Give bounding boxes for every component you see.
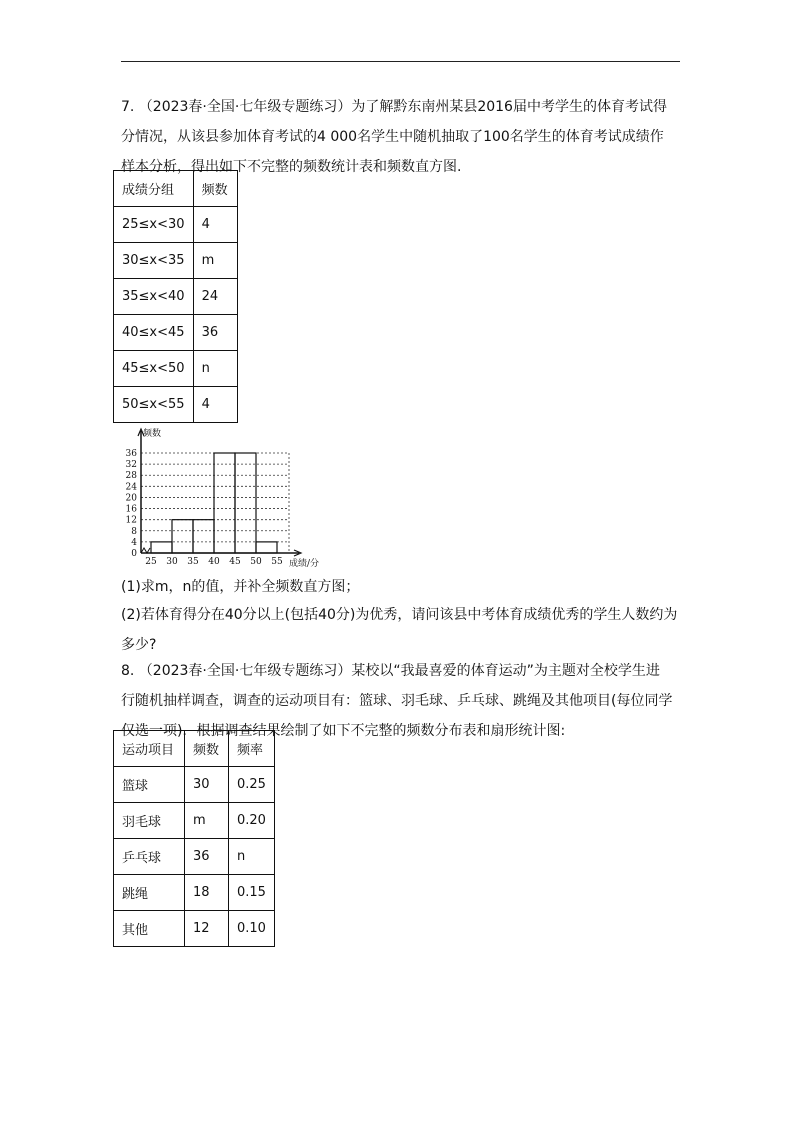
q7-sub1-line: (1)求m，n的值，并补全频数直方图； (121, 579, 360, 595)
y-tick-label: 20 (125, 493, 137, 504)
table-cell: 跳绳 (114, 875, 185, 911)
table-header-cell: 频率 (229, 731, 275, 767)
table-cell: 36 (185, 839, 229, 875)
table-cell: 12 (185, 911, 229, 947)
table-cell: 25≤x<30 (114, 207, 194, 243)
table-cell: 24 (193, 279, 237, 315)
table-header-cell: 成绩分组 (114, 171, 194, 207)
q7-stem-line: 7. （2023春·全国·七年级专题练习）为了解黔东南州某县2016届中考学生的体育考试得 (121, 99, 667, 115)
y-tick-label: 24 (125, 482, 137, 493)
table-cell: 0.20 (229, 803, 275, 839)
table-cell: 18 (185, 875, 229, 911)
table-cell: 45≤x<50 (114, 351, 194, 387)
table-cell: n (193, 351, 237, 387)
table-header-cell: 频数 (185, 731, 229, 767)
table-cell: 羽毛球 (114, 803, 185, 839)
y-tick-label: 0 (131, 549, 137, 559)
x-tick-label: 30 (166, 557, 178, 567)
x-tick-label: 45 (229, 557, 241, 567)
table-row (114, 839, 275, 875)
table-cell: 其他 (114, 911, 185, 947)
y-tick-label: 36 (125, 449, 137, 459)
table-row (114, 387, 238, 423)
table-cell: 0.15 (229, 875, 275, 911)
q7-sub2-line: (2)若体育得分在40分以上(包括40分)为优秀，请问该县中考体育成绩优秀的学生人数约为 (121, 607, 678, 623)
table-cell: 0.25 (229, 767, 275, 803)
histogram-bars (151, 453, 277, 553)
table-cell: 30 (185, 767, 229, 803)
histogram-y-ticks (126, 449, 138, 559)
x-tick-label: 55 (271, 557, 283, 567)
x-tick-label: 35 (187, 557, 199, 567)
frequency-histogram (113, 425, 343, 573)
y-tick-label: 4 (131, 537, 137, 548)
table-cell: m (193, 243, 237, 279)
table-header-row (114, 171, 238, 207)
q7-sub2-line: 多少? (121, 637, 157, 653)
q7-sub2 (121, 600, 681, 660)
y-tick-label: 12 (125, 515, 137, 526)
table-cell: n (229, 839, 275, 875)
histogram-bar (235, 453, 256, 553)
q8-stem-line: 8. （2023春·全国·七年级专题练习）某校以“我最喜爱的体育运动”为主题对全校学生进 (121, 663, 660, 679)
q8-frequency-table (113, 730, 275, 947)
table-cell: 篮球 (114, 767, 185, 803)
table-cell: m (185, 803, 229, 839)
y-tick-label: 32 (125, 460, 137, 471)
x-tick-label: 50 (250, 557, 262, 567)
x-tick-label: 40 (208, 557, 220, 567)
table-cell: 0.10 (229, 911, 275, 947)
table-row (114, 351, 238, 387)
top-rule (121, 61, 680, 62)
table-cell: 4 (193, 207, 237, 243)
table-cell: 4 (193, 387, 237, 423)
histogram-bar (256, 542, 277, 553)
y-tick-label: 16 (125, 504, 137, 515)
histogram-bar (214, 453, 235, 553)
histogram-axes (138, 429, 301, 556)
y-tick-label: 28 (125, 471, 137, 482)
q7-stem-line: 样本分析，得出如下不完整的频数统计表和频数直方图. (121, 159, 462, 175)
table-row (114, 207, 238, 243)
table-header-cell: 运动项目 (114, 731, 185, 767)
table-row (114, 911, 275, 947)
histogram-x-ticks (145, 557, 283, 567)
table-row (114, 803, 275, 839)
table-cell: 40≤x<45 (114, 315, 194, 351)
table-header-cell: 频数 (193, 171, 237, 207)
x-tick-label: 25 (145, 557, 157, 567)
q7-sub1 (121, 572, 681, 602)
table-row (114, 315, 238, 351)
table-cell: 乒乓球 (114, 839, 185, 875)
table-header-row (114, 731, 275, 767)
table-cell: 35≤x<40 (114, 279, 194, 315)
table-cell: 36 (193, 315, 237, 351)
table-row (114, 767, 275, 803)
histogram-bar (172, 520, 193, 553)
table-cell: 50≤x<55 (114, 387, 194, 423)
q7-stem-line: 分情况，从该县参加体育考试的4 000名学生中随机抽取了100名学生的体育考试成绩作 (121, 129, 664, 145)
q7-stem (121, 92, 681, 182)
histogram-x-axis-label: 成绩/分 (289, 559, 320, 569)
q8-stem-line: 仅选一项)．根据调查结果绘制了如下不完整的频数分布表和扇形统计图: (121, 723, 566, 739)
histogram-y-axis-label: 频数 (143, 429, 162, 439)
table-row (114, 279, 238, 315)
table-row (114, 243, 238, 279)
q8-stem-line: 行随机抽样调查，调查的运动项目有：篮球、羽毛球、乒乓球、跳绳及其他项目(每位同学 (121, 693, 673, 709)
q7-frequency-table (113, 170, 238, 423)
histogram-bar (193, 520, 214, 553)
histogram-bar (151, 542, 172, 553)
y-tick-label: 8 (131, 526, 137, 537)
table-cell: 30≤x<35 (114, 243, 194, 279)
table-row (114, 875, 275, 911)
histogram-grid (141, 453, 289, 553)
